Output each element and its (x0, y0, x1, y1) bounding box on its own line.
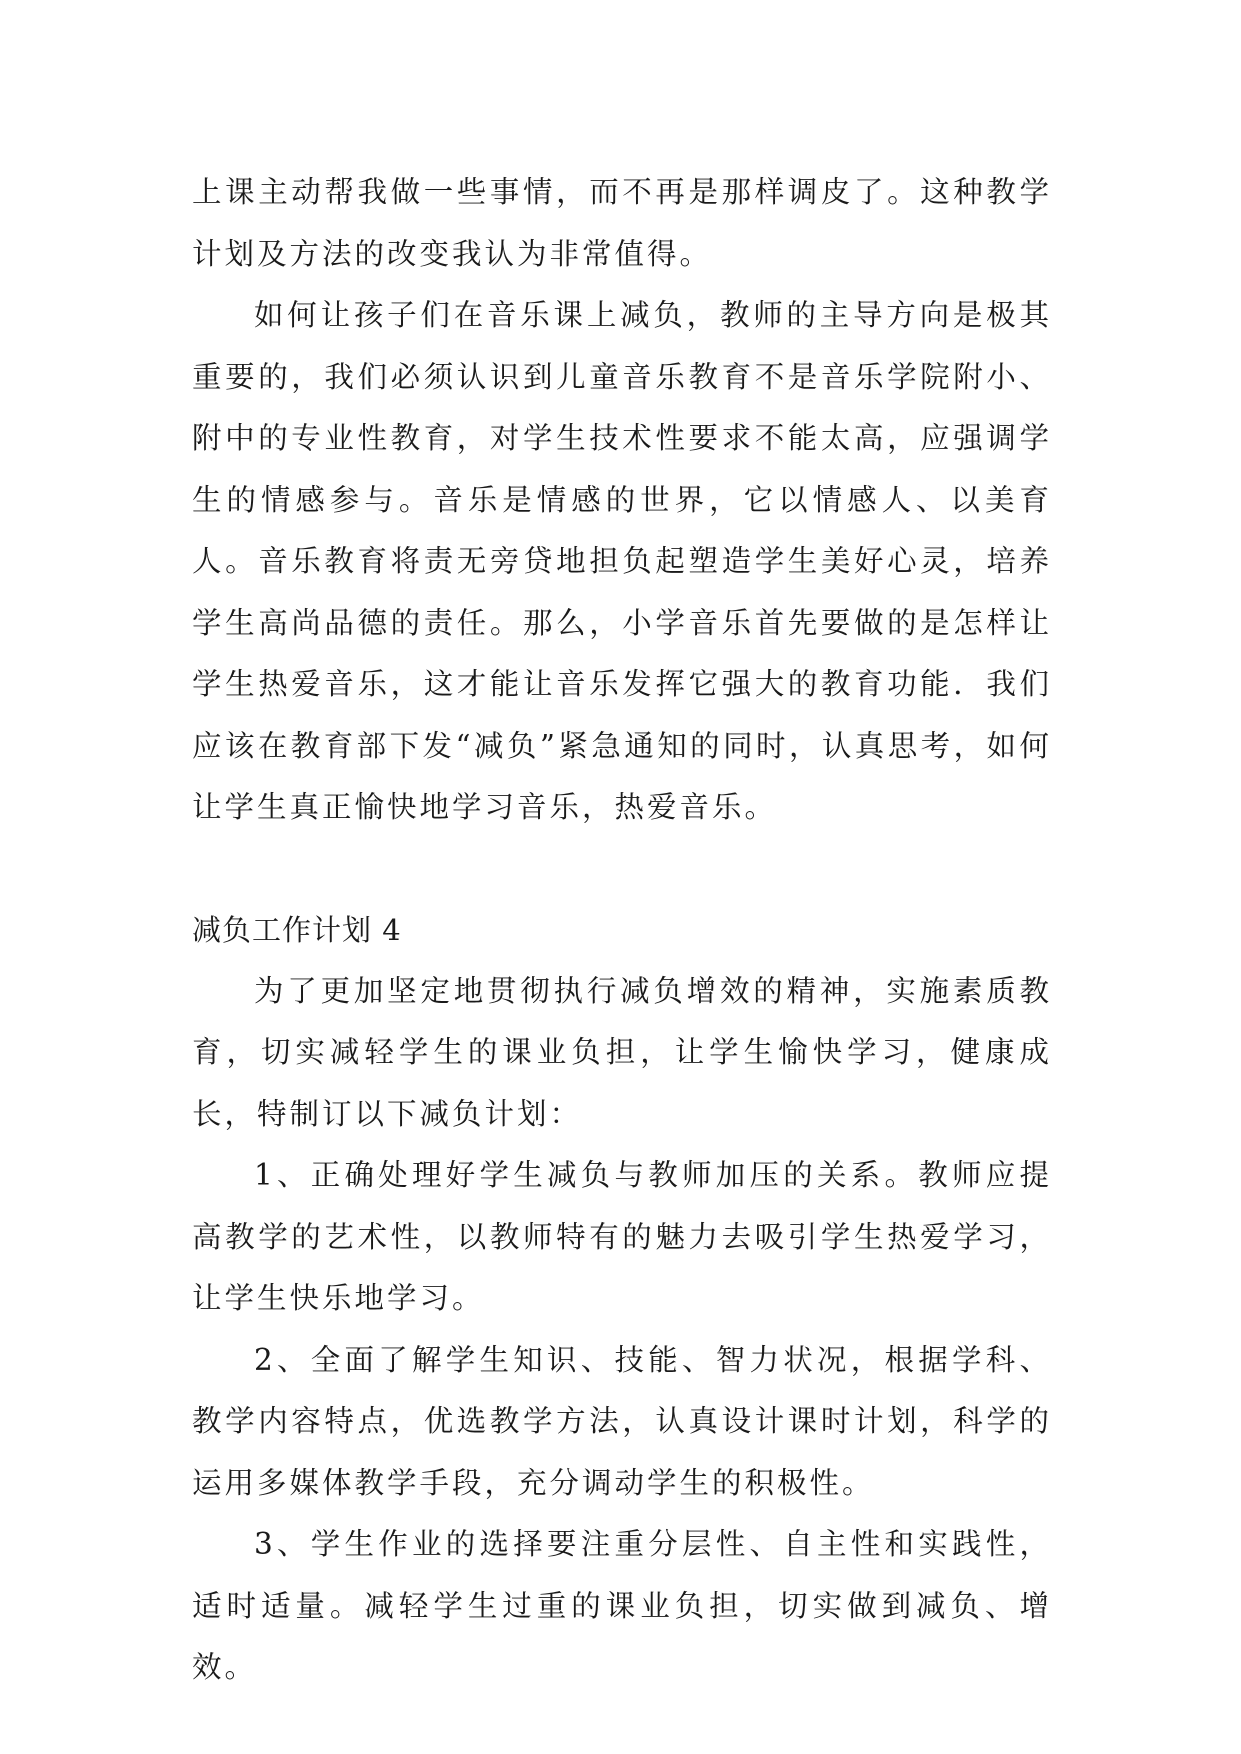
paragraph-item-1: 1、正确处理好学生减负与教师加压的关系。教师应提高教学的艺术性，以教师特有的魅力去吸引学生热爱学习，让学生快乐地学习。 (192, 1158, 1052, 1315)
paragraph-item-2: 2、全面了解学生知识、技能、智力状况，根据学科、教学内容特点，优选教学方法，认真设计课时计划，科学的运用多媒体教学手段，充分调动学生的积极性。 (192, 1342, 1052, 1500)
document-page (192, 162, 1052, 1699)
paragraph-continuation: 上课主动帮我做一些事情，而不再是那样调皮了。这种教学计划及方法的改变我认为非常值得。 (192, 175, 1052, 271)
paragraph-intro: 为了更加坚定地贯彻执行减负增效的精神，实施素质教育，切实减轻学生的课业负担，让学生愉快学习，健康成长，特制订以下减负计划： (192, 973, 1052, 1131)
section-title: 减负工作计划 4 (192, 912, 402, 947)
paragraph-music-education: 如何让孩子们在音乐课上减负，教师的主导方向是极其重要的，我们必须认识到儿童音乐教育不是音乐学院附小、附中的专业性教育，对学生技术性要求不能太高，应强调学生的情感参与。音乐是情感的世界，它以情感人、以美育人。音乐教育将责无旁贷地担负起塑造学生美好心灵，培养学生高尚品德的责任。那么，小学音乐首先要做的是怎样让学生热爱音乐，这才能让音乐发挥它强大的教育功能．我们应该在教育部下发“减负”紧急通知的同时，认真思考，如何让学生真正愉快地学习音乐，热爱音乐。 (192, 298, 1052, 824)
paragraph-item-3: 3、学生作业的选择要注重分层性、自主性和实践性，适时适量。减轻学生过重的课业负担，切实做到减负、增效。 (192, 1527, 1052, 1684)
